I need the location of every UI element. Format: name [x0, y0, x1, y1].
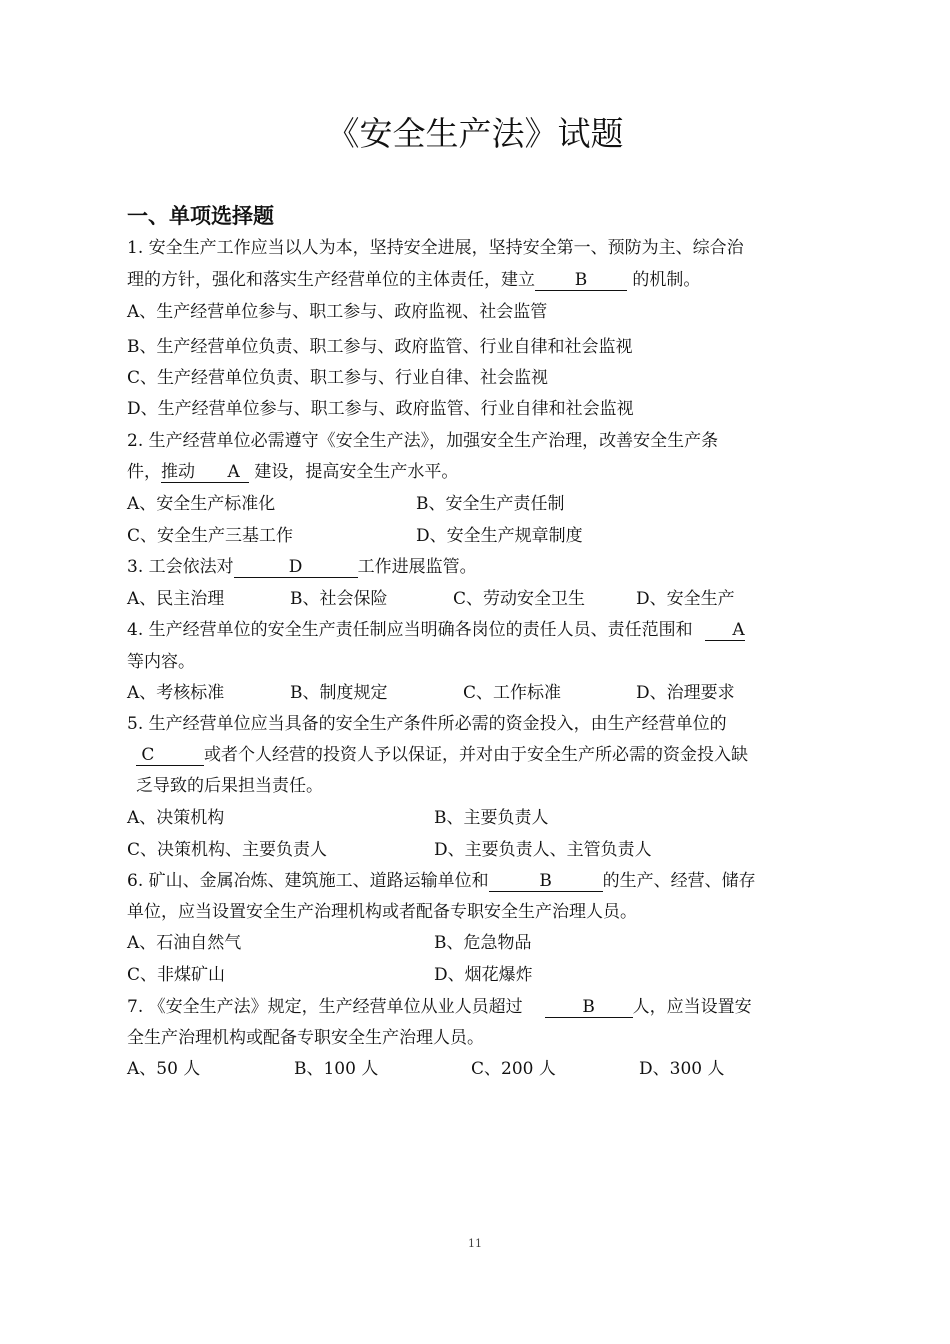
q1-option-b: B、生产经营单位负责、职工参与、政府监管、行业自律和社会监视: [127, 337, 633, 357]
q7-option-d: D、300 人: [639, 1059, 725, 1079]
q4-text-line1: [127, 618, 745, 642]
q4-option-b: B、制度规定: [290, 683, 388, 703]
q7-text-post: 人，应当设置安: [632, 997, 752, 1017]
q4-text: 4. 生产经营单位的安全生产责任制应当明确各岗位的责任人员、责任范围和: [127, 620, 693, 640]
q1-text-post: 的机制。: [632, 270, 701, 290]
q2-answer-blank: [161, 462, 249, 483]
q3-answer-blank: D: [234, 557, 358, 578]
q3-text-post: 工作进展监管。: [357, 557, 477, 577]
q6-text-post: 的生产、经营、储存: [602, 871, 756, 891]
q6-answer-blank: B: [489, 871, 603, 892]
section-heading: 一、单项选择题: [127, 204, 274, 228]
q7-answer-blank: B: [545, 997, 633, 1018]
q3-text-line1: [127, 555, 477, 579]
q7-option-b: B、100 人: [294, 1059, 379, 1079]
q2-option-b: B、安全生产责任制: [416, 494, 565, 514]
q5-answer: C: [141, 745, 155, 765]
q3-text-pre: 3. 工会依法对: [127, 557, 234, 577]
q6-option-a: A、石油自然气: [127, 933, 242, 953]
q1-text-line1: 1. 安全生产工作应当以人为本，坚持安全进展，坚持安全第一、预防为主、综合治: [127, 238, 744, 258]
q2-text-pre: 件，: [127, 462, 161, 482]
q7-option-a: A、50 人: [127, 1059, 201, 1079]
q6-text-pre: 6. 矿山、金属冶炼、建筑施工、道路运输单位和: [127, 871, 489, 891]
q3-option-c: C、劳动安全卫生: [453, 589, 586, 609]
q5-option-c: C、决策机构、主要负责人: [127, 840, 328, 860]
q6-option-c: C、非煤矿山: [127, 965, 226, 985]
q2-text-post: 建设，提高安全生产水平。: [254, 462, 459, 482]
q5-answer-blank: [136, 745, 204, 766]
page-number: 11: [468, 1237, 482, 1250]
q7-text-pre: 7. 《安全生产法》规定，生产经营单位从业人员超过: [127, 997, 523, 1017]
q1-text-pre: 理的方针，强化和落实生产经营单位的主体责任，建立: [127, 270, 535, 290]
q3-option-b: B、社会保险: [290, 589, 388, 609]
q2-option-a: A、安全生产标准化: [127, 494, 276, 514]
q3-option-a: A、民主治理: [127, 589, 225, 609]
q7-text-line2: 全生产治理机构或配备专职安全生产治理人员。: [127, 1028, 484, 1048]
q4-text-line2: 等内容。: [127, 652, 195, 672]
q5-option-a: A、决策机构: [127, 808, 225, 828]
q7-option-c: C、200 人: [471, 1059, 556, 1079]
q5-text-line3: 乏导致的后果担当责任。: [136, 776, 323, 796]
q1-answer-blank: B: [535, 270, 627, 291]
q2-option-d: D、安全生产规章制度: [416, 526, 583, 546]
q5-option-d: D、主要负责人、主管负责人: [434, 840, 652, 860]
q1-option-d: D、生产经营单位参与、职工参与、政府监管、行业自律和社会监视: [127, 399, 634, 419]
q2-option-c: C、安全生产三基工作: [127, 526, 294, 546]
q6-option-b: B、危急物品: [434, 933, 532, 953]
q6-text-line1: [127, 869, 756, 893]
q4-option-d: D、治理要求: [636, 683, 735, 703]
q6-text-line2: 单位，应当设置安全生产治理机构或者配备专职安全生产治理人员。: [127, 902, 637, 922]
q7-text-line1: [127, 995, 752, 1019]
q1-text-line2: [127, 268, 700, 292]
q3-option-d: D、安全生产: [636, 589, 735, 609]
q2-text-line1: 2. 生产经营单位必需遵守《安全生产法》，加强安全生产治理，改善安全生产条: [127, 431, 719, 451]
q5-text-line1: 5. 生产经营单位应当具备的安全生产条件所必需的资金投入，由生产经营单位的: [127, 714, 727, 734]
q4-answer-blank: A: [705, 620, 745, 641]
q4-option-c: C、工作标准: [463, 683, 562, 703]
q2-answer: A: [227, 462, 240, 482]
page-title: 《安全生产法》试题: [326, 114, 624, 153]
q5-option-b: B、主要负责人: [434, 808, 549, 828]
q5-text-post: 或者个人经营的投资人予以保证，并对由于安全生产所必需的资金投入缺: [204, 745, 748, 765]
q2-text-line2: [127, 460, 458, 484]
q1-option-a: A、生产经营单位参与、职工参与、政府监视、社会监管: [127, 302, 548, 322]
q6-option-d: D、烟花爆炸: [434, 965, 533, 985]
q2-blank-text: 推动: [161, 462, 195, 482]
q4-option-a: A、考核标准: [127, 683, 225, 703]
q1-option-c: C、生产经营单位负责、职工参与、行业自律、社会监视: [127, 368, 549, 388]
q5-text-line2: [136, 743, 748, 767]
